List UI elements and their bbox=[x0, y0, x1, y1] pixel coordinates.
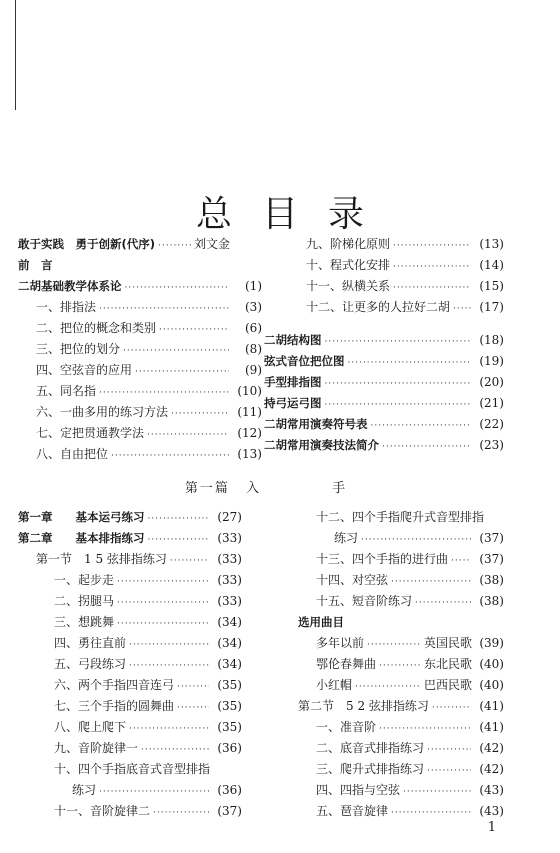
toc-leader-dots bbox=[393, 257, 471, 278]
toc-entry-page: (33) bbox=[217, 531, 242, 545]
toc-leader-dots bbox=[148, 530, 210, 551]
toc-entry-page: (33) bbox=[217, 573, 242, 587]
toc-leader-dots bbox=[129, 635, 209, 656]
toc-leader-dots bbox=[123, 341, 229, 362]
toc-entry-page: (40) bbox=[479, 678, 504, 692]
toc-leader-dots bbox=[361, 530, 471, 551]
toc-entry bbox=[18, 570, 242, 591]
toc-entry-title: 一、起步走 bbox=[54, 573, 115, 587]
toc-entry-page: (33) bbox=[217, 552, 242, 566]
toc-entry-page: (37) bbox=[479, 552, 504, 566]
toc-entry bbox=[264, 393, 504, 414]
toc-entry-page: (19) bbox=[479, 354, 504, 368]
toc-entry bbox=[298, 717, 504, 738]
toc-entry-title: 第一节 1 5 弦排指练习 bbox=[36, 552, 167, 566]
toc-leader-dots bbox=[125, 278, 230, 299]
toc-entry-page: (37) bbox=[217, 804, 242, 818]
toc-leader-dots bbox=[170, 551, 209, 572]
toc-entry bbox=[298, 696, 504, 717]
toc-entry bbox=[264, 414, 504, 435]
toc-entry-title: 四、四指与空弦 bbox=[316, 783, 401, 797]
toc-leader-dots bbox=[325, 374, 472, 395]
toc-entry bbox=[18, 255, 262, 276]
toc-entry-page: (38) bbox=[479, 594, 504, 608]
toc-leader-dots bbox=[99, 782, 209, 803]
toc-entry-page: (1) bbox=[245, 279, 262, 293]
toc-entry bbox=[18, 675, 242, 696]
toc-entry bbox=[18, 444, 262, 465]
toc-entry-title: 练习 bbox=[72, 783, 97, 797]
toc-entry-page: (27) bbox=[217, 510, 242, 524]
toc-entry-title: 八、爬上爬下 bbox=[54, 720, 127, 734]
toc-entry bbox=[264, 330, 504, 351]
toc-leader-dots bbox=[427, 761, 471, 782]
toc-entry bbox=[298, 654, 504, 675]
toc-entry bbox=[18, 234, 262, 255]
toc-entry bbox=[264, 372, 504, 393]
toc-leader-dots bbox=[141, 740, 209, 761]
toc-entry bbox=[298, 633, 504, 654]
toc-entry bbox=[298, 675, 504, 696]
toc-entry-title: 九、音阶旋律一 bbox=[54, 741, 139, 755]
toc-entry bbox=[288, 255, 504, 276]
toc-entry-page: (23) bbox=[479, 438, 504, 452]
toc-entry-author: 刘文金 bbox=[193, 237, 230, 251]
toc-entry bbox=[18, 507, 242, 528]
toc-entry-page: (37) bbox=[479, 531, 504, 545]
toc-entry-title: 二胡常用演奏技法简介 bbox=[264, 438, 379, 452]
page-title: 总目录 bbox=[195, 194, 394, 236]
toc-entry-title: 二、把位的概念和类别 bbox=[36, 321, 157, 335]
toc-entry-title: 五、同名指 bbox=[36, 384, 97, 398]
toc-entry-page: (12) bbox=[237, 426, 262, 440]
toc-leader-dots bbox=[393, 278, 471, 299]
toc-leader-dots bbox=[129, 719, 209, 740]
toc-entry-title: 十三、四个手指的进行曲 bbox=[316, 552, 449, 566]
toc-entry bbox=[288, 234, 504, 255]
toc-leader-dots bbox=[391, 803, 471, 824]
toc-entry-title: 第二章 基本排指练习 bbox=[18, 531, 145, 545]
toc-entry-page: (41) bbox=[479, 699, 504, 713]
toc-entry bbox=[18, 528, 242, 549]
toc-leader-dots bbox=[415, 593, 471, 614]
toc-entry-title: 十五、短音阶练习 bbox=[316, 594, 413, 608]
toc-entry-title: 小红帽 bbox=[316, 678, 353, 692]
toc-entry-title: 三、爬升式排指练习 bbox=[316, 762, 425, 776]
toc-entry-title: 三、把位的划分 bbox=[36, 342, 121, 356]
toc-entry-title: 手型排指图 bbox=[264, 375, 322, 389]
toc-entry bbox=[18, 276, 262, 297]
toc-leader-dots bbox=[159, 320, 229, 341]
toc-entry-title: 九、阶梯化原则 bbox=[306, 237, 391, 251]
toc-leader-dots bbox=[148, 509, 210, 530]
toc-leader-dots bbox=[391, 572, 471, 593]
toc-entry bbox=[288, 276, 504, 297]
toc-entry-page: (10) bbox=[237, 384, 262, 398]
toc-entry-title: 二、底音式排指练习 bbox=[316, 741, 425, 755]
toc-entry bbox=[298, 612, 504, 633]
toc-column-bottom-left bbox=[18, 507, 242, 822]
toc-entry bbox=[264, 435, 504, 456]
toc-entry bbox=[298, 591, 504, 612]
toc-leader-dots bbox=[129, 656, 209, 677]
toc-entry-title: 四、勇往直前 bbox=[54, 636, 127, 650]
toc-entry-title: 弦式音位把位图 bbox=[264, 354, 345, 368]
toc-entry-title: 三、想跳舞 bbox=[54, 615, 115, 629]
toc-entry bbox=[18, 717, 242, 738]
toc-entry-author: 巴西民歌 bbox=[423, 678, 472, 692]
toc-entry-title: 十二、四个手指爬升式音型排指 bbox=[316, 510, 485, 524]
toc-leader-dots bbox=[171, 404, 229, 425]
toc-entry bbox=[18, 549, 242, 570]
toc-leader-dots bbox=[177, 677, 209, 698]
toc-entry-title: 七、定把贯通教学法 bbox=[36, 426, 145, 440]
toc-entry-page: (34) bbox=[217, 657, 242, 671]
toc-entry-page: (42) bbox=[479, 741, 504, 755]
toc-entry-title: 五、琶音旋律 bbox=[316, 804, 389, 818]
toc-leader-dots bbox=[325, 395, 472, 416]
toc-entry bbox=[18, 633, 242, 654]
toc-entry bbox=[298, 570, 504, 591]
toc-entry-title: 二胡结构图 bbox=[264, 333, 322, 347]
toc-entry-title: 五、弓段练习 bbox=[54, 657, 127, 671]
toc-entry-title: 前 言 bbox=[18, 258, 53, 272]
toc-entry-title: 十、程式化安排 bbox=[306, 258, 391, 272]
toc-entry bbox=[18, 780, 242, 801]
toc-entry-title: 鄂伦春舞曲 bbox=[316, 657, 377, 671]
toc-entry bbox=[298, 801, 504, 822]
toc-entry-title: 六、两个手指四音连弓 bbox=[54, 678, 175, 692]
toc-leader-dots bbox=[99, 299, 229, 320]
toc-entry-page: (9) bbox=[245, 363, 262, 377]
toc-entry-title: 二胡常用演奏符号表 bbox=[264, 417, 368, 431]
toc-leader-dots bbox=[117, 593, 209, 614]
toc-entry-title: 十、四个手指底音式音型排指 bbox=[54, 762, 211, 776]
toc-leader-dots bbox=[117, 614, 209, 635]
toc-entry bbox=[18, 759, 242, 780]
toc-entry-page: (42) bbox=[479, 762, 504, 776]
toc-entry-title: 练习 bbox=[334, 531, 359, 545]
toc-entry-page: (35) bbox=[217, 720, 242, 734]
toc-leader-dots bbox=[371, 416, 472, 437]
toc-entry-page: (38) bbox=[479, 573, 504, 587]
section-part: 第一篇 bbox=[184, 481, 230, 496]
toc-entry-title: 选用曲目 bbox=[298, 615, 344, 629]
toc-entry-page: (43) bbox=[479, 804, 504, 818]
toc-entry bbox=[18, 318, 262, 339]
toc-entry bbox=[298, 780, 504, 801]
toc-entry-page: (34) bbox=[217, 615, 242, 629]
toc-entry-title: 十二、让更多的人拉好二胡 bbox=[306, 300, 451, 314]
toc-entry-page: (11) bbox=[237, 405, 262, 419]
toc-leader-dots bbox=[158, 236, 191, 257]
toc-entry-page: (15) bbox=[479, 279, 504, 293]
toc-entry-page: (13) bbox=[479, 237, 504, 251]
toc-column-top-right-a bbox=[288, 234, 504, 318]
toc-entry-author: 英国民歌 bbox=[423, 636, 472, 650]
toc-entry-page: (36) bbox=[217, 741, 242, 755]
toc-entry bbox=[18, 381, 262, 402]
toc-entry-page: (18) bbox=[479, 333, 504, 347]
toc-leader-dots bbox=[393, 236, 471, 257]
toc-entry bbox=[18, 738, 242, 759]
page-number: 1 bbox=[487, 820, 496, 835]
toc-column-bottom-right bbox=[298, 507, 504, 822]
toc-leader-dots bbox=[367, 635, 421, 656]
toc-entry-title: 一、排指法 bbox=[36, 300, 97, 314]
toc-entry-page: (34) bbox=[217, 636, 242, 650]
toc-leader-dots bbox=[453, 299, 471, 320]
toc-leader-dots bbox=[111, 446, 229, 467]
toc-entry bbox=[298, 549, 504, 570]
toc-entry-page: (21) bbox=[479, 396, 504, 410]
toc-entry-title: 十四、对空弦 bbox=[316, 573, 389, 587]
toc-leader-dots bbox=[177, 698, 209, 719]
toc-entry bbox=[18, 423, 262, 444]
toc-entry-title: 十一、纵横关系 bbox=[306, 279, 391, 293]
toc-entry-title: 二、拐腿马 bbox=[54, 594, 115, 608]
toc-entry bbox=[18, 654, 242, 675]
toc-leader-dots bbox=[355, 677, 421, 698]
toc-entry-title: 六、一曲多用的练习方法 bbox=[36, 405, 169, 419]
toc-entry-title: 第一章 基本运弓练习 bbox=[18, 510, 145, 524]
toc-entry-page: (3) bbox=[245, 300, 262, 314]
toc-leader-dots bbox=[379, 656, 421, 677]
toc-entry-title: 四、空弦音的应用 bbox=[36, 363, 133, 377]
section-heading bbox=[0, 477, 560, 496]
toc-entry-page: (22) bbox=[479, 417, 504, 431]
toc-entry-title: 二胡基础教学体系论 bbox=[18, 279, 122, 293]
toc-entry bbox=[18, 612, 242, 633]
toc-column-top-left bbox=[18, 234, 262, 465]
toc-entry-title: 八、自由把位 bbox=[36, 447, 109, 461]
toc-entry bbox=[298, 738, 504, 759]
toc-entry bbox=[18, 360, 262, 381]
toc-entry-page: (8) bbox=[245, 342, 262, 356]
toc-entry-page: (33) bbox=[217, 594, 242, 608]
toc-entry bbox=[298, 759, 504, 780]
toc-leader-dots bbox=[403, 782, 471, 803]
toc-entry-page: (20) bbox=[479, 375, 504, 389]
toc-entry bbox=[288, 297, 504, 318]
toc-entry-author: 东北民歌 bbox=[423, 657, 472, 671]
toc-leader-dots bbox=[348, 353, 472, 374]
toc-leader-dots bbox=[382, 437, 471, 458]
toc-entry-page: (35) bbox=[217, 678, 242, 692]
toc-entry bbox=[18, 402, 262, 423]
toc-entry-page: (13) bbox=[237, 447, 262, 461]
toc-entry-page: (14) bbox=[479, 258, 504, 272]
page-edge-rule bbox=[15, 0, 16, 110]
toc-entry bbox=[18, 339, 262, 360]
toc-entry bbox=[298, 507, 504, 528]
toc-leader-dots bbox=[432, 698, 471, 719]
toc-entry-page: (43) bbox=[479, 783, 504, 797]
toc-entry-title: 十一、音阶旋律二 bbox=[54, 804, 151, 818]
toc-leader-dots bbox=[147, 425, 229, 446]
toc-entry-title: 第二节 5 2 弦排指练习 bbox=[298, 699, 429, 713]
toc-leader-dots bbox=[135, 362, 229, 383]
toc-entry-page: (35) bbox=[217, 699, 242, 713]
toc-entry bbox=[298, 528, 504, 549]
toc-entry-page: (41) bbox=[479, 720, 504, 734]
toc-leader-dots bbox=[427, 740, 471, 761]
toc-entry-title: 多年以前 bbox=[316, 636, 365, 650]
toc-entry-page: (39) bbox=[479, 636, 504, 650]
toc-leader-dots bbox=[325, 332, 472, 353]
toc-leader-dots bbox=[99, 383, 229, 404]
toc-leader-dots bbox=[379, 719, 471, 740]
toc-entry-page: (6) bbox=[245, 321, 262, 335]
toc-entry-title: 敢于实践 勇于创新(代序) bbox=[18, 237, 156, 251]
toc-leader-dots bbox=[153, 803, 209, 824]
toc-entry bbox=[264, 351, 504, 372]
toc-entry-title: 持弓运弓图 bbox=[264, 396, 322, 410]
toc-entry bbox=[18, 297, 262, 318]
toc-leader-dots bbox=[451, 551, 471, 572]
section-name: 入 手 bbox=[246, 481, 376, 496]
toc-entry-title: 一、准音阶 bbox=[316, 720, 377, 734]
toc-entry bbox=[18, 801, 242, 822]
toc-entry-page: (36) bbox=[217, 783, 242, 797]
toc-entry-page: (17) bbox=[479, 300, 504, 314]
toc-leader-dots bbox=[117, 572, 209, 593]
toc-entry bbox=[18, 696, 242, 717]
toc-entry-page: (40) bbox=[479, 657, 504, 671]
toc-entry bbox=[18, 591, 242, 612]
toc-entry-title: 七、三个手指的圆舞曲 bbox=[54, 699, 175, 713]
toc-column-top-right-b bbox=[264, 330, 504, 456]
